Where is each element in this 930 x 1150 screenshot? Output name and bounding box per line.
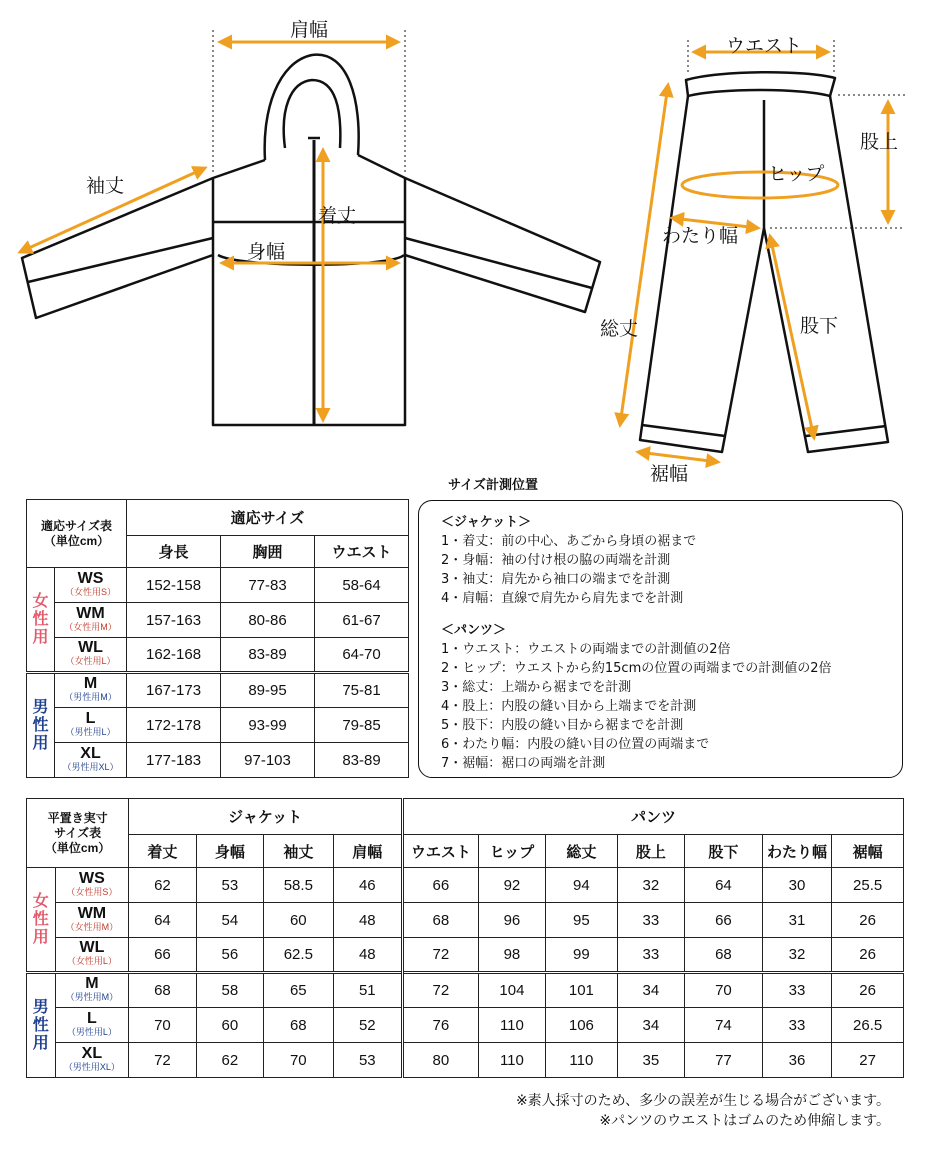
male-group-label — [27, 673, 55, 778]
col-total-length: 総丈 — [546, 835, 618, 868]
table-cell: 74 — [685, 1008, 763, 1043]
flat-size-table — [26, 798, 904, 1078]
table-cell: 70 — [129, 1008, 196, 1043]
table-cell: 83-89 — [315, 743, 409, 778]
corner-line: （単位cm） — [44, 840, 111, 855]
table-cell: 46 — [333, 868, 403, 903]
group-char: 用 — [32, 1034, 49, 1052]
col-body-width: 身幅 — [196, 835, 263, 868]
table-cell: 110 — [546, 1043, 618, 1078]
size-sub: （男性用M） — [65, 992, 119, 1002]
pants-note: 5・股下：内股の縫い目から裾までを計測 — [441, 718, 684, 733]
table-cell: 110 — [478, 1008, 545, 1043]
table-cell: 157-163 — [127, 603, 221, 638]
table-cell: 26 — [832, 903, 904, 938]
size-sub: （男性用L） — [66, 1026, 117, 1037]
inseam-label: 股下 — [800, 315, 839, 337]
size-code: XL — [81, 1044, 103, 1062]
female-group-label — [27, 868, 56, 973]
fit-group-header: 適応サイズ — [127, 500, 409, 536]
pants-notes-heading: ＜パンツ＞ — [441, 623, 507, 638]
size-code: L — [85, 709, 96, 727]
group-char: 女 — [32, 592, 49, 610]
table-cell: 77 — [685, 1043, 763, 1078]
table-cell: 79-85 — [315, 708, 409, 743]
pants-group-header: パンツ — [403, 799, 904, 835]
male-group-label — [27, 973, 56, 1078]
jacket-group-header: ジャケット — [129, 799, 403, 835]
size-code: WM — [76, 604, 105, 622]
table-cell: 66 — [129, 938, 196, 973]
table-cell: 80-86 — [221, 603, 315, 638]
size-cell — [55, 1008, 129, 1043]
table-cell: 26 — [832, 973, 904, 1008]
table-cell: 97-103 — [221, 743, 315, 778]
table-cell: 31 — [762, 903, 831, 938]
size-cell — [55, 938, 129, 973]
table-cell: 58.5 — [264, 868, 333, 903]
hem-width-label: 裾幅 — [650, 463, 689, 485]
table-cell: 96 — [478, 903, 545, 938]
size-sub: （女性用S） — [66, 886, 118, 897]
table-cell: 64 — [685, 868, 763, 903]
table-cell: 26 — [832, 938, 904, 973]
table-cell: 34 — [617, 973, 684, 1008]
group-char: 男 — [32, 698, 49, 716]
body-width-label: 身幅 — [247, 241, 286, 263]
table-cell: 35 — [617, 1043, 684, 1078]
table-row — [27, 903, 904, 938]
table-cell: 99 — [546, 938, 618, 973]
female-group-label — [27, 568, 55, 673]
measurement-caption: サイズ計測位置 — [448, 478, 538, 493]
group-char: 性 — [32, 610, 49, 628]
table-cell: 33 — [617, 938, 684, 973]
jacket-drawing — [22, 55, 600, 425]
fit-size-table — [26, 499, 409, 778]
table-row — [27, 1043, 904, 1078]
table-cell: 167-173 — [127, 673, 221, 708]
fit-col-waist: ウエスト — [315, 536, 409, 568]
table-cell: 62.5 — [264, 938, 333, 973]
measurement-notes — [418, 500, 903, 778]
footnote: ※パンツのウエストはゴムのため伸縮します。 — [599, 1113, 890, 1129]
table-cell: 33 — [617, 903, 684, 938]
table-row — [27, 973, 904, 1008]
col-hip: ヒップ — [478, 835, 545, 868]
table-cell: 26.5 — [832, 1008, 904, 1043]
table-cell: 25.5 — [832, 868, 904, 903]
size-cell — [55, 973, 129, 1008]
table-cell: 51 — [333, 973, 403, 1008]
size-cell — [55, 638, 127, 673]
size-cell — [55, 868, 129, 903]
size-sub: （女性用S） — [65, 586, 117, 597]
size-cell — [55, 568, 127, 603]
size-cell — [55, 743, 127, 778]
col-sleeve-length: 袖丈 — [264, 835, 333, 868]
table-cell: 68 — [685, 938, 763, 973]
group-char: 用 — [32, 628, 49, 646]
table-cell: 33 — [762, 973, 831, 1008]
table-cell: 70 — [685, 973, 763, 1008]
col-inseam: 股下 — [685, 835, 763, 868]
table-cell: 62 — [129, 868, 196, 903]
size-code: M — [83, 675, 98, 692]
sleeve-length-label: 袖丈 — [86, 175, 125, 197]
size-code: XL — [80, 744, 101, 762]
size-sub: （女性用L） — [66, 956, 117, 966]
table-cell: 60 — [264, 903, 333, 938]
table-cell: 61-67 — [315, 603, 409, 638]
garment-illustration — [0, 0, 930, 490]
group-char: 女 — [32, 892, 49, 910]
table-cell: 95 — [546, 903, 618, 938]
size-code: WL — [78, 639, 103, 656]
table-cell: 48 — [333, 903, 403, 938]
flat-table-corner — [27, 799, 129, 868]
table-cell: 70 — [264, 1043, 333, 1078]
size-cell — [55, 903, 129, 938]
table-cell: 152-158 — [127, 568, 221, 603]
table-cell: 36 — [762, 1043, 831, 1078]
thigh-width-label: わたり幅 — [662, 225, 739, 247]
table-cell: 76 — [403, 1008, 479, 1043]
size-sub: （女性用M） — [64, 621, 117, 632]
table-cell: 66 — [403, 868, 479, 903]
size-sub: （男性用XL） — [62, 761, 119, 772]
size-code: WS — [79, 869, 105, 887]
size-code: WM — [77, 904, 107, 922]
pants-note: 6・わたり幅：内股の縫い目の位置の両端まで — [441, 737, 710, 752]
waist-label: ウエスト — [726, 35, 803, 57]
pants-drawing — [640, 72, 888, 452]
table-cell: 60 — [196, 1008, 263, 1043]
size-sub: （女性用L） — [65, 656, 116, 666]
table-cell: 53 — [333, 1043, 403, 1078]
group-char: 男 — [32, 998, 49, 1016]
size-code: M — [85, 975, 99, 992]
table-cell: 110 — [478, 1043, 545, 1078]
corner-line: 平置き実寸 — [47, 810, 108, 825]
table-cell: 75-81 — [315, 673, 409, 708]
table-cell: 32 — [762, 938, 831, 973]
body-length-label: 着丈 — [318, 205, 357, 227]
table-row — [27, 938, 904, 973]
table-cell: 172-178 — [127, 708, 221, 743]
group-char: 用 — [32, 928, 49, 946]
table-cell: 34 — [617, 1008, 684, 1043]
group-char: 性 — [32, 716, 49, 734]
table-cell: 64 — [129, 903, 196, 938]
jacket-note: 3・袖丈：肩先から袖口の端までを計測 — [441, 572, 671, 587]
size-sub: （男性用L） — [65, 726, 116, 737]
shoulder-width-label: 肩幅 — [290, 19, 329, 41]
col-body-length: 着丈 — [129, 835, 196, 868]
size-cell — [55, 1043, 129, 1078]
table-cell: 68 — [403, 903, 479, 938]
jacket-note: 2・身幅：袖の付け根の脇の両端を計測 — [441, 553, 671, 568]
table-cell: 68 — [129, 973, 196, 1008]
corner-line: 適応サイズ表 — [40, 518, 113, 533]
table-cell: 98 — [478, 938, 545, 973]
fit-col-height: 身長 — [127, 536, 221, 568]
footnote: ※素人採寸のため、多少の誤差が生じる場合がございます。 — [515, 1093, 890, 1109]
fit-col-chest: 胸囲 — [221, 536, 315, 568]
size-sub: （女性用M） — [65, 921, 119, 932]
size-code: L — [87, 1009, 97, 1027]
pants-note: 2・ヒップ：ウエストから約15cmの位置の両端までの計測値の2倍 — [441, 661, 832, 676]
group-char: 性 — [32, 910, 49, 928]
corner-line: サイズ表 — [54, 825, 102, 840]
pants-note: 3・総丈：上端から裾までを計測 — [441, 680, 632, 695]
table-cell: 58 — [196, 973, 263, 1008]
size-code: WS — [77, 569, 104, 587]
table-cell: 68 — [264, 1008, 333, 1043]
size-sub: （男性用M） — [64, 692, 117, 702]
jacket-note: 4・肩幅：直線で肩先から肩先までを計測 — [441, 591, 684, 606]
table-cell: 77-83 — [221, 568, 315, 603]
jacket-note: 1・着丈：前の中心、あごから身頃の裾まで — [441, 534, 697, 549]
table-cell: 80 — [403, 1043, 479, 1078]
total-length-label: 総丈 — [600, 318, 639, 340]
size-cell — [55, 603, 127, 638]
table-cell: 106 — [546, 1008, 618, 1043]
table-cell: 32 — [617, 868, 684, 903]
table-cell: 72 — [129, 1043, 196, 1078]
table-cell: 64-70 — [315, 638, 409, 673]
table-cell: 92 — [478, 868, 545, 903]
corner-line: （単位cm） — [43, 533, 110, 548]
col-rise: 股上 — [617, 835, 684, 868]
pants-note: 7・裾幅：裾口の両端を計測 — [441, 756, 606, 771]
table-cell: 94 — [546, 868, 618, 903]
table-row — [27, 868, 904, 903]
table-cell: 30 — [762, 868, 831, 903]
table-cell: 52 — [333, 1008, 403, 1043]
table-cell: 162-168 — [127, 638, 221, 673]
jacket-notes-heading: ＜ジャケット＞ — [441, 515, 532, 530]
table-cell: 33 — [762, 1008, 831, 1043]
table-cell: 104 — [478, 973, 545, 1008]
table-cell: 48 — [333, 938, 403, 973]
table-row — [27, 1008, 904, 1043]
size-code: WL — [79, 939, 105, 956]
table-cell: 58-64 — [315, 568, 409, 603]
table-cell: 83-89 — [221, 638, 315, 673]
group-char: 用 — [32, 734, 49, 752]
table-cell: 66 — [685, 903, 763, 938]
size-sub: （男性用XL） — [63, 1061, 120, 1072]
fit-table-corner — [27, 500, 127, 568]
pants-guides — [620, 40, 905, 462]
table-cell: 93-99 — [221, 708, 315, 743]
hip-label: ヒップ — [768, 163, 825, 185]
pants-note: 1・ウエスト：ウエストの両端までの計測値の2倍 — [441, 642, 731, 657]
pants-note: 4・股上：内股の縫い目から上端までを計測 — [441, 699, 697, 714]
rise-label: 股上 — [860, 131, 899, 153]
table-cell: 65 — [264, 973, 333, 1008]
group-char: 性 — [32, 1016, 49, 1034]
size-cell — [55, 708, 127, 743]
table-cell: 89-95 — [221, 673, 315, 708]
col-thigh-width: わたり幅 — [762, 835, 831, 868]
col-waist: ウエスト — [403, 835, 479, 868]
size-cell — [55, 673, 127, 708]
table-cell: 54 — [196, 903, 263, 938]
table-cell: 72 — [403, 973, 479, 1008]
col-shoulder-width: 肩幅 — [333, 835, 403, 868]
table-cell: 72 — [403, 938, 479, 973]
table-cell: 53 — [196, 868, 263, 903]
table-cell: 177-183 — [127, 743, 221, 778]
table-cell: 101 — [546, 973, 618, 1008]
table-cell: 62 — [196, 1043, 263, 1078]
table-cell: 56 — [196, 938, 263, 973]
col-hem-width: 裾幅 — [832, 835, 904, 868]
flat-column-headers — [27, 835, 904, 868]
table-cell: 27 — [832, 1043, 904, 1078]
